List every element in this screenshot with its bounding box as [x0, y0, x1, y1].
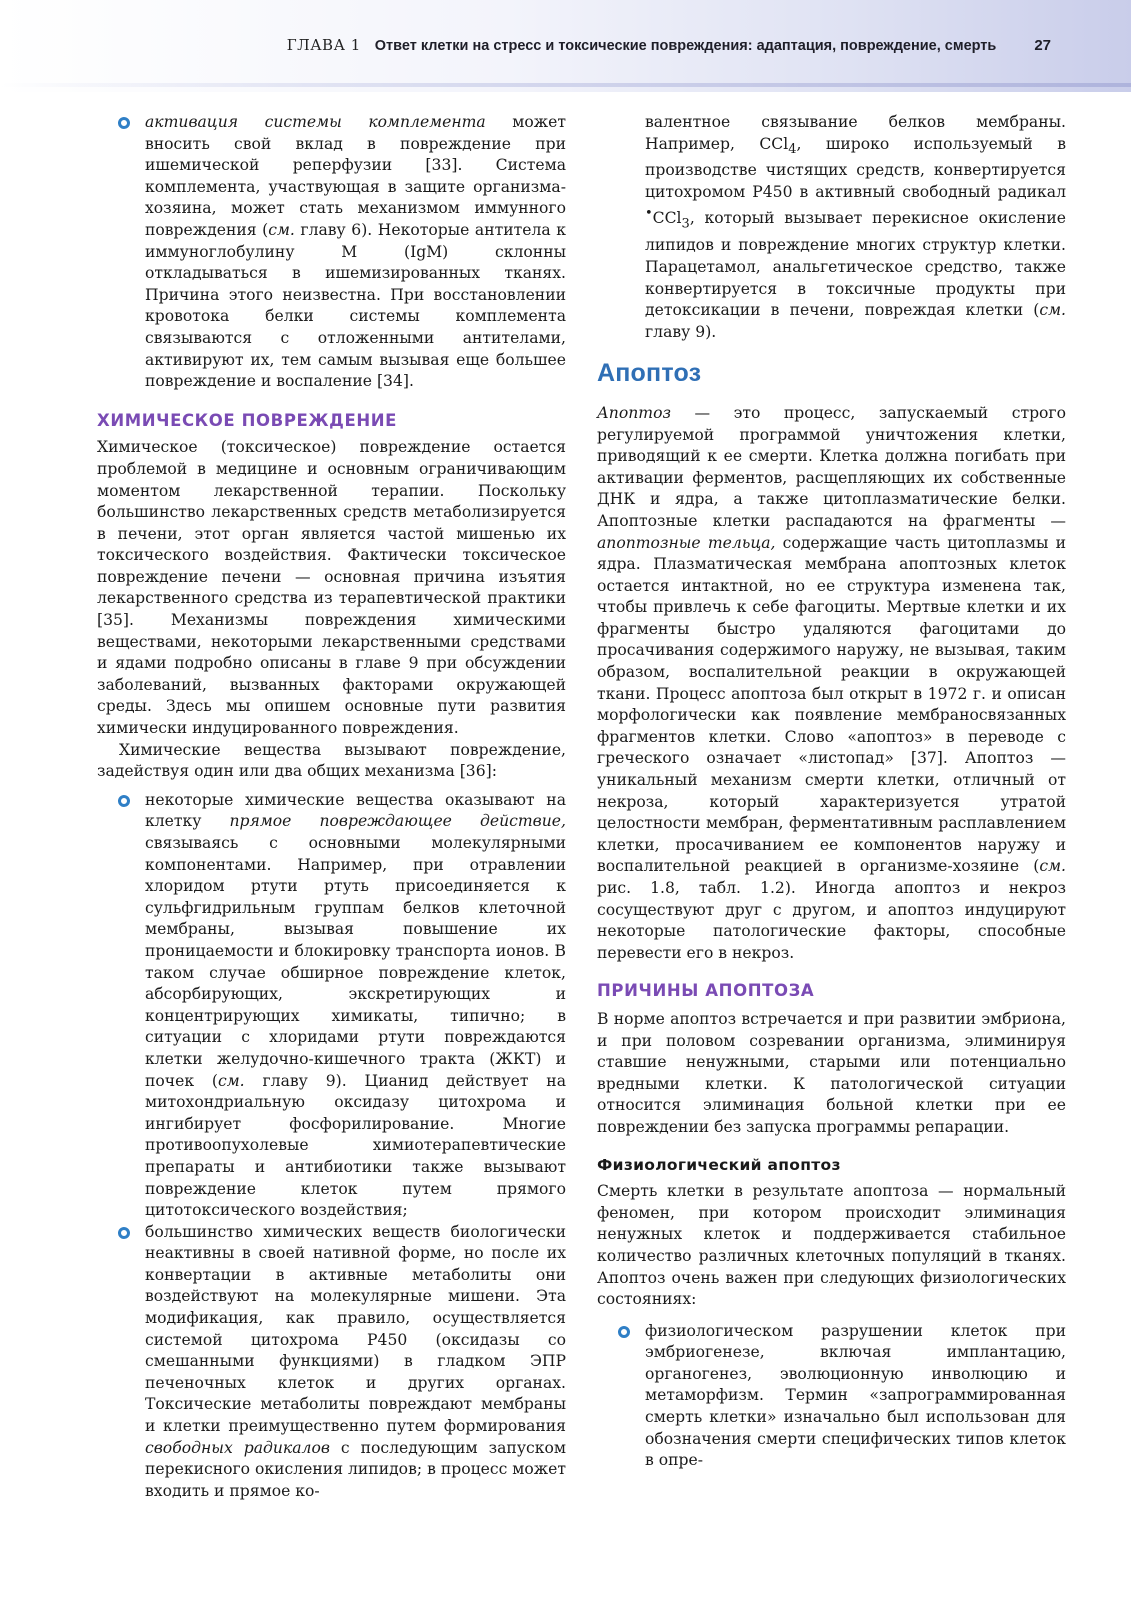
paragraph: [145, 1223, 566, 1500]
see-ref: см.: [1039, 301, 1066, 320]
text-run: может вносить свой вклад в повреждение при ишемической реперфузии [33]. Система комплемента, участвующая в защите организма-хозяина, может стать механизмом иммунного повреждения (: [145, 113, 566, 239]
major-heading-apoptosis: Апоптоз: [597, 359, 702, 388]
text-run: , который вызывает перекисное окисление липидов и повреждение многих структур клетки. Парацетамол, анальгетическое средство, также конвертируется в токсичные продукты при детоксикации в печени, повреждая клетки (: [645, 209, 1066, 320]
list-item: [597, 1321, 1066, 1472]
paragraph-apoptosis: [597, 403, 1066, 964]
subscript: 3: [681, 216, 690, 232]
bullet-icon: [118, 1227, 130, 1239]
list-item: [97, 112, 566, 393]
radical-dot: •: [645, 206, 653, 222]
bullet-icon: [118, 795, 130, 807]
text-run: рис. 1.8, табл. 1.2). Иногда апоптоз и некроз сосуществуют друг с другом, и апоптоз индуцируют некоторые патологические факторы, способные перевести его в некроз.: [597, 879, 1066, 962]
page-number: 27: [1034, 37, 1051, 54]
text-run: , широко используемый в производстве чистящих средств, конвертируется цитохромом Р450 в активный свободный радикал: [645, 134, 1066, 201]
see-ref: см.: [218, 1071, 245, 1090]
header-rule: [0, 83, 1131, 87]
list-item: [97, 1222, 566, 1503]
text-run: CCl: [652, 209, 682, 228]
bullet-list-mechanisms: [97, 790, 566, 1503]
italic-term: свободных радикалов: [145, 1438, 330, 1457]
see-ref: см.: [268, 220, 295, 239]
paragraph-chemical-2: Химические вещества вызывают повреждение, задействуя один или два общих механизма [36]:: [97, 740, 566, 781]
bullet-list-physiological: [597, 1321, 1066, 1472]
chapter-title: Ответ клетки на стресс и токсические повреждения: адаптация, повреждение, смерть: [374, 38, 997, 54]
left-column: [97, 112, 566, 1502]
subsection-heading-physiological: Физиологический апоптоз: [597, 1155, 841, 1174]
paragraph-chemical-1: Химическое (токсическое) повреждение остается проблемой в медицине и основным ограничивающим моментом лекарственной терапии. Поскольку большинство лекарственных средств метаболизируется в печени, этот орган является частой мишенью их токсического воздействия. Фактически токсическое повреждение печени — основная причина изъятия лекарственного средства из терапевтической практики [35]. Механизмы повреждения химическими веществами, некоторыми лекарственными средствами и ядами подробно описаны в главе 9 при обсуждении заболеваний, вызванных факторами окружающей среды. Здесь мы опишем основные пути развития химически индуцированного повреждения.: [97, 438, 566, 738]
running-head: [287, 36, 1051, 60]
right-column: [597, 112, 1066, 1472]
bullet-continuation: [597, 112, 1066, 343]
text-run: большинство химических веществ биологически неактивны в своей нативной форме, но после их конвертации в активные метаболиты они воздействуют на молекулярные мишени. Эта модификация, как правило, осуществляется системой цитохрома Р450 (оксидазы со смешанными функциями) в гладком ЭПР печеночных клеток и других органах. Токсические метаболиты повреждают мембраны и клетки преимущественно путем формирования: [145, 1222, 566, 1436]
italic-term: Апоптоз: [597, 403, 671, 422]
paragraph: [145, 113, 566, 390]
text-run: некоторые химические вещества оказывают на клетку: [145, 790, 566, 831]
paragraph: физиологическом разрушении клеток при эмбриогенезе, включая имплантацию, органогенез, эволюционную инволюцию и метаморфизм. Термин «запрограммированная смерть клетки» изначально был использован для обозначения смерти специфических типов клеток в опре-: [645, 1321, 1066, 1470]
paragraph-physiological: Смерть клетки в результате апоптоза — нормальный феномен, при котором происходит элиминация ненужных клеток и поддерживается стабильное количество различных клеточных популяций в тканях. Апоптоз очень важен при следующих физиологических состояниях:: [597, 1182, 1066, 1309]
subscript: 4: [788, 141, 797, 157]
italic-term: прямое повреждающее действие,: [229, 812, 566, 831]
text-run: содержащие часть цитоплазмы и ядра. Плазматическая мембрана апоптозных клеток остается интактной, но ее структура изменена так, чтобы привлечь к себе фагоциты. Мертвые клетки и их фрагменты быстро удаляются фагоцитами до просачивания содержимого наружу, не вызывая, таким образом, воспалительной реакции в окружающей ткани. Процесс апоптоза был открыт в 1972 г. и описан морфологически как появление мембраносвязанных фрагментов клетки. Слово «апоптоз» в переводе с греческого означает «листопад» [37]. Апоптоз — уникальный механизм смерти клетки, отличный от некроза, который характеризуется утратой целостности мембран, ферментативным расплавлением клетки, просачиванием ее компонентов наружу и воспалительной реакцией в организме-хозяине (: [597, 533, 1066, 876]
text-run: с последующим запуском перекисного окисления липидов; в процесс может входить и прямое ко-: [145, 1438, 566, 1500]
paragraph: [145, 791, 566, 1219]
text-run: главу 6). Некоторые антитела к иммуноглобулину М (IgM) склонны откладываться в ишемизированных тканях. Причина этого неизвестна. При восстановлении кровотока белки системы комплемента связываются с отложенными антителами, активируют их, тем самым вызывая еще большее повреждение и воспаление [34].: [145, 220, 566, 391]
bullet-list-complement: [97, 112, 566, 393]
paragraph-causes: В норме апоптоз встречается и при развитии эмбриона, и при половом созревании организма, элиминируя ставшие ненужными, старыми или потенциально вредными клетки. К патологической ситуации относится элиминация больной клетки при ее повреждении без запуска программы репарации.: [597, 1009, 1066, 1136]
text-run: главу 9).: [645, 322, 717, 341]
chapter-label: ГЛАВА 1: [286, 36, 361, 54]
section-heading-chemical: ХИМИЧЕСКОЕ ПОВРЕЖДЕНИЕ: [97, 410, 398, 430]
section-heading-causes: ПРИЧИНЫ АПОПТОЗА: [597, 981, 815, 1001]
list-item: [97, 790, 566, 1222]
bullet-icon: [118, 117, 130, 129]
text-run: главу 9). Цианид действует на митохондриальную оксидазу цитохрома и ингибирует фосфорилирование. Многие противоопухолевые химиотерапевтические препараты и антибиотики также вызывают повреждение клеток путем прямого цитотоксического воздействия;: [145, 1071, 566, 1220]
text-run: — это процесс, запускаемый строго регулируемой программой уничтожения клетки, приводящий к ее смерти. Клетка должна погибать при активации ферментов, расщепляющих их собственные ДНК и ядра, а также цитоплазматические белки. Апоптозные клетки распадаются на фрагменты —: [597, 403, 1066, 530]
text-run: валентное связывание белков мембраны. Например, CCl: [645, 113, 1066, 153]
italic-term: апоптозные тельца,: [597, 533, 776, 552]
text-run: связываясь с основными молекулярными компонентами. Например, при отравлении хлоридом ртути ртуть присоединяется к сульфгидрильным группам белков клеточной мембраны, вызывая повышение их проницаемости и блокировку транспорта ионов. В таком случае обширное повреждение клеток, абсорбирующих, экскретирующих и концентрирующих химикаты, типично; в ситуации с хлоридами ртути повреждаются клетки желудочно-кишечного тракта (ЖКТ) и почек (: [145, 834, 566, 1090]
bullet-icon: [618, 1326, 630, 1338]
see-ref: см.: [1039, 857, 1066, 876]
italic-term: активация системы комплемента: [145, 113, 486, 131]
